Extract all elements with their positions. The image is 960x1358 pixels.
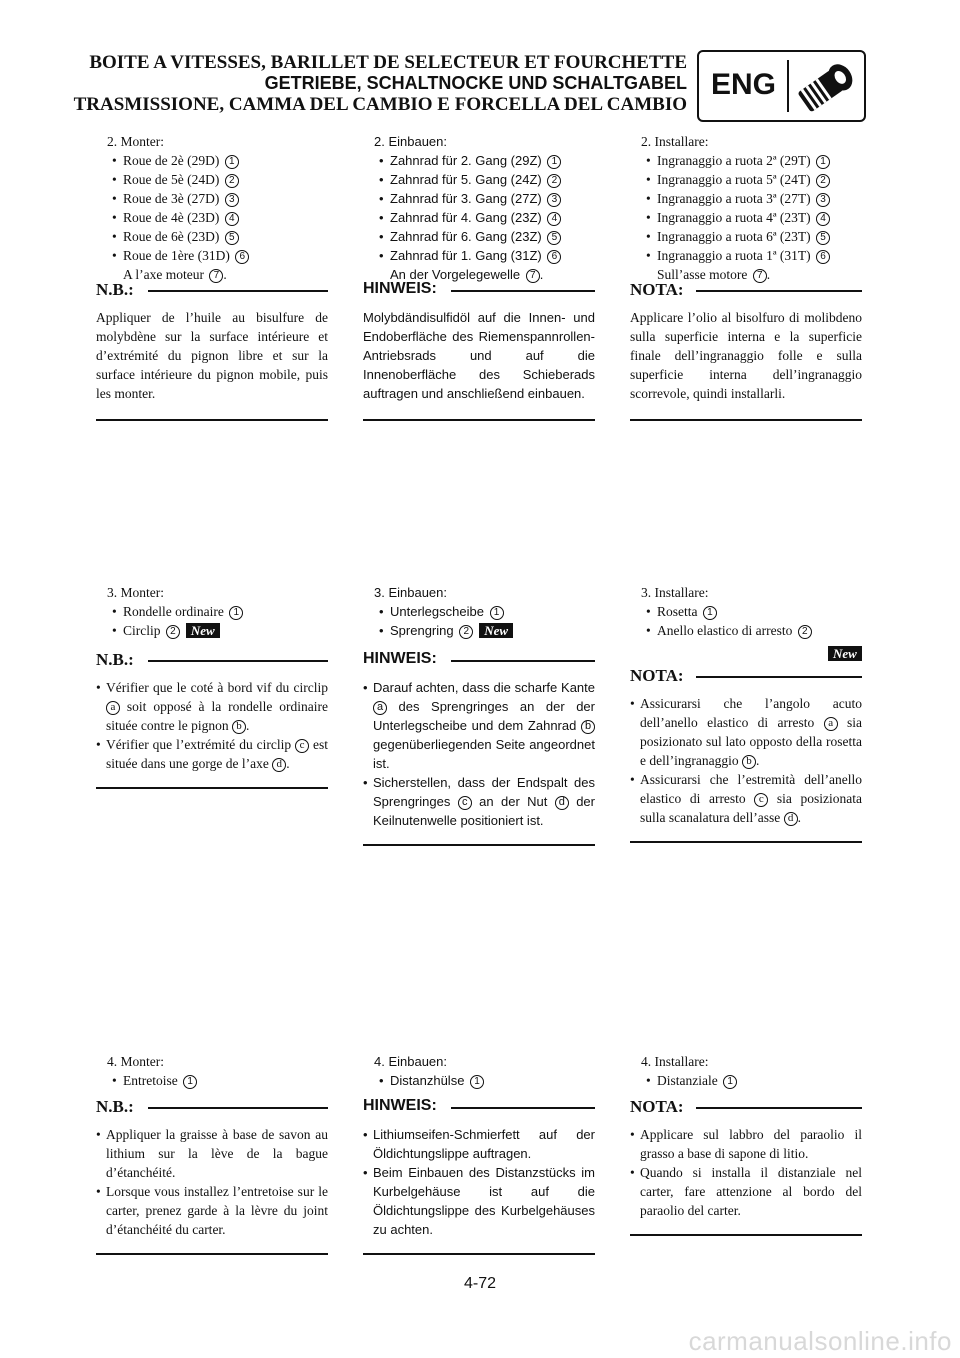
note-label: HINWEIS:: [363, 650, 437, 667]
note-text: Molybdändisulfidöl auf die Innen- und Endoberfläche des Riemenspannrollen-Antriebsrads und auf die Innenoberfläche des Schieberads auftragen und anschließend einbauen.: [363, 310, 595, 401]
note-point: • Assicurarsi che l’estremità dell’anello elastico di arresto c sia posizionata sulla scanalatura dell’asse d .: [630, 772, 862, 825]
de-note-3: [363, 650, 595, 846]
callout-number: 5: [816, 231, 830, 245]
list-item: • Unterlegscheibe 1: [360, 602, 600, 621]
note-point: • Appliquer la graisse à base de savon au lithium sur la lève de la bague d’étanchéité.: [96, 1127, 328, 1180]
step-title: 3. Monter:: [107, 585, 164, 600]
it-note-3: [630, 666, 862, 843]
new-part-badge: New: [186, 623, 220, 638]
section-badge: [697, 50, 866, 122]
list-item: • Entretoise 1: [93, 1071, 333, 1090]
list-item: • Ingranaggio a ruota 6ª (23T) 5: [627, 227, 867, 246]
step-title: 2. Installare:: [641, 134, 709, 149]
callout-number: 4: [547, 212, 561, 226]
it-step-2: [627, 132, 867, 284]
list-subitem: A l’axe moteur 7 .: [123, 267, 227, 282]
callout-number: 5: [547, 231, 561, 245]
list-subitem: Sull’asse motore 7 .: [657, 267, 771, 282]
header-title-de: GETRIEBE, SCHALTNOCKE UND SCHALTGABEL: [264, 73, 687, 93]
callout-number: 2: [225, 174, 239, 188]
note-label: NOTA:: [630, 1097, 684, 1116]
callout-number: 1: [490, 606, 504, 620]
callout-number: 3: [547, 193, 561, 207]
note-point: • Vérifier que le coté à bord vif du circlip a soit opposé à la rondelle ordinaire située contre le pignon b .: [96, 680, 328, 733]
list-item: • Ingranaggio a ruota 3ª (27T) 3: [627, 189, 867, 208]
callout-number: 1: [723, 1075, 737, 1089]
note-point: • Lorsque vous installez l’entretoise sur le carter, prenez garde à la lèvre du joint d’étanchéité du carter.: [96, 1184, 328, 1237]
callout-number: 4: [225, 212, 239, 226]
callout-number: 1: [547, 155, 561, 169]
callout-number: 2: [816, 174, 830, 188]
section-header: [0, 52, 687, 115]
note-point: • Applicare sul labbro del paraolio il grasso a base di sapone di litio.: [630, 1127, 862, 1161]
callout-number: 7: [526, 269, 540, 283]
new-part-badge: New: [479, 623, 513, 638]
callout-number: 2: [547, 174, 561, 188]
step-title: 4. Einbauen:: [374, 1054, 448, 1069]
fr-note-2: [96, 280, 328, 421]
step-title: 4. Installare:: [641, 1054, 709, 1069]
callout-number: 6: [547, 250, 561, 264]
de-step-3: [360, 583, 600, 640]
de-step-2: [360, 132, 600, 284]
callout-number: 7: [753, 269, 767, 283]
note-point: • Assicurarsi che l’angolo acuto dell’anello elastico di arresto a sia posizionato sul lato opposto della rosetta e dell’ingranaggio b .: [630, 696, 862, 768]
list-item: • Roue de 3è (27D) 3: [93, 189, 333, 208]
list-item: • Roue de 2è (29D) 1: [93, 151, 333, 170]
list-item: • Zahnrad für 1. Gang (31Z) 6: [360, 246, 600, 265]
list-item: • Roue de 5è (24D) 2: [93, 170, 333, 189]
list-item: • Roue de 4è (23D) 4: [93, 208, 333, 227]
list-item: • Zahnrad für 4. Gang (23Z) 4: [360, 208, 600, 227]
new-part-badge: New: [828, 646, 862, 661]
callout-number: 4: [816, 212, 830, 226]
note-point: • Darauf achten, dass die scharfe Kante a des Sprengringes an der der Unterlegscheibe und dem Zahnrad b gegenüberliegenden Seite angeordnet ist.: [363, 680, 595, 771]
it-step-3: [627, 583, 867, 640]
step-title: 2. Monter:: [107, 134, 164, 149]
fr-step-3: [93, 583, 333, 640]
list-item: • Circlip 2 New: [93, 621, 333, 640]
note-label: HINWEIS:: [363, 1097, 437, 1114]
list-item: • Distanzhülse 1: [360, 1071, 600, 1090]
callout-number: 3: [225, 193, 239, 207]
it-step-4: [627, 1052, 867, 1090]
note-point: • Sicherstellen, dass der Endspalt des Sprengringes c an der Nut d der Keilnutenwelle positioniert ist.: [363, 775, 595, 828]
callout-number: 1: [703, 606, 717, 620]
it-note-4: [630, 1097, 862, 1236]
de-note-4: [363, 1097, 595, 1255]
note-point: • Lithiumseifen-Schmierfett auf der Öldichtungslippe auftragen.: [363, 1127, 595, 1161]
fr-step-2: [93, 132, 333, 284]
callout-number: 2: [798, 625, 812, 639]
list-item: • Roue de 6è (23D) 5: [93, 227, 333, 246]
note-label: HINWEIS:: [363, 280, 437, 297]
callout-number: 5: [225, 231, 239, 245]
list-item: • Roue de 1ère (31D) 6: [93, 246, 333, 265]
step-title: 3. Installare:: [641, 585, 709, 600]
note-label: N.B.:: [96, 1097, 134, 1116]
callout-number: 1: [470, 1075, 484, 1089]
note-label: N.B.:: [96, 650, 134, 669]
note-label: NOTA:: [630, 666, 684, 685]
list-item: • Zahnrad für 3. Gang (27Z) 3: [360, 189, 600, 208]
list-item: • Rosetta 1: [627, 602, 867, 621]
note-label: N.B.:: [96, 280, 134, 299]
fr-note-4: [96, 1097, 328, 1255]
callout-number: 1: [225, 155, 239, 169]
step-title: 2. Einbauen:: [374, 134, 448, 149]
header-title-it: TRASMISSIONE, CAMMA DEL CAMBIO E FORCELLA DEL CAMBIO: [73, 94, 687, 115]
step-title: 3. Einbauen:: [374, 585, 448, 600]
callout-number: 1: [229, 606, 243, 620]
page-number: 4-72: [463, 1275, 497, 1292]
list-item: • Zahnrad für 6. Gang (23Z) 5: [360, 227, 600, 246]
de-note-2: [363, 280, 595, 421]
list-item: • Anello elastico di arresto 2: [627, 621, 867, 640]
header-title-fr: BOITE A VITESSES, BARILLET DE SELECTEUR ET FOURCHETTE: [89, 52, 687, 73]
list-item: • Zahnrad für 2. Gang (29Z) 1: [360, 151, 600, 170]
section-label: ENG: [711, 68, 777, 101]
callout-number: 2: [459, 625, 473, 639]
callout-number: 7: [209, 269, 223, 283]
callout-number: 2: [166, 625, 180, 639]
note-point: • Quando si installa il distanziale nel carter, fare attenzione al bordo del paraolio del carter.: [630, 1165, 862, 1218]
list-item: • Ingranaggio a ruota 4ª (23T) 4: [627, 208, 867, 227]
list-subitem: An der Vorgelegewelle 7 .: [390, 267, 544, 282]
de-step-4: [360, 1052, 600, 1090]
callout-number: 3: [816, 193, 830, 207]
note-text: Appliquer de l’huile au bisulfure de molybdène sur la surface intérieure et d’extrémité du pignon libre et sur la surface intérieure du pignon mobile, puis les monter.: [96, 310, 328, 401]
list-item: • Sprengring 2 New: [360, 621, 600, 640]
watermark: carmanualsonline.info: [688, 1326, 952, 1356]
list-item: • Ingranaggio a ruota 5ª (24T) 2: [627, 170, 867, 189]
callout-number: 6: [816, 250, 830, 264]
note-point: • Beim Einbauen des Distanzstücks im Kurbelgehäuse ist auf die Öldichtungslippe des Kurbelgehäuses zu achten.: [363, 1165, 595, 1237]
list-item: • Rondelle ordinaire 1: [93, 602, 333, 621]
engine-gear-icon: [797, 60, 859, 112]
list-item: • Ingranaggio a ruota 2ª (29T) 1: [627, 151, 867, 170]
note-point: • Vérifier que l’extrémité du circlip c est située dans une gorge de l’axe d .: [96, 737, 329, 771]
fr-step-4: [93, 1052, 333, 1090]
list-item: • Zahnrad für 5. Gang (24Z) 2: [360, 170, 600, 189]
list-item: • Distanziale 1: [627, 1071, 867, 1090]
fr-note-3: [96, 650, 328, 789]
step-title: 4. Monter:: [107, 1054, 164, 1069]
callout-number: 6: [235, 250, 249, 264]
callout-number: 1: [816, 155, 830, 169]
callout-number: 1: [183, 1075, 197, 1089]
it-note-2: [630, 280, 862, 421]
note-label: NOTA:: [630, 280, 684, 299]
list-item: • Ingranaggio a ruota 1ª (31T) 6: [627, 246, 867, 265]
note-text: Applicare l’olio al bisolfuro di molibdeno sulla superficie interna e la superficie finale dell’ingranaggio folle e sulla superficie interna dell’ingranaggio scorrevole, quindi installarli.: [630, 310, 862, 401]
